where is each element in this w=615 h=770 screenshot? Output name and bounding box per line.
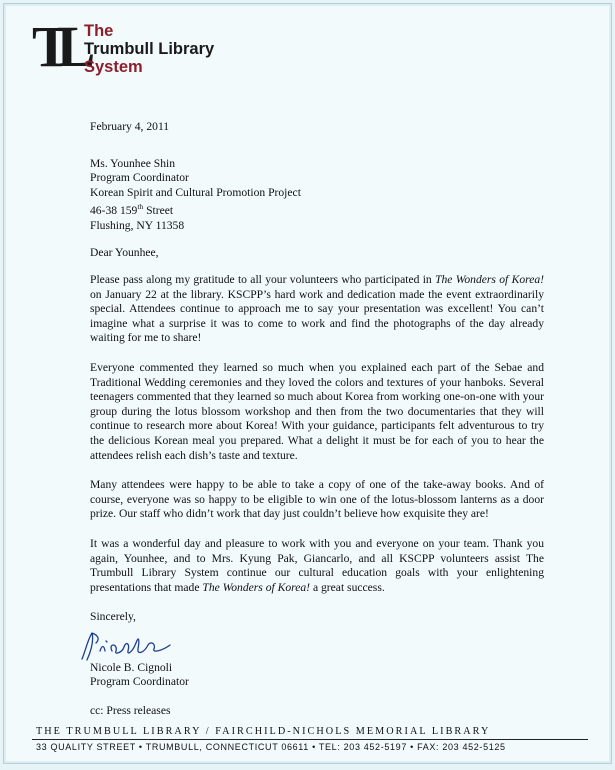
closing: Sincerely, xyxy=(90,610,136,624)
recipient-title: Program Coordinator xyxy=(90,171,189,185)
recipient-organization: Korean Spirit and Cultural Promotion Project xyxy=(90,185,301,199)
paragraph-4-text-a: It was a wonderful day and pleasure to work with you and everyone on your team. Thank you again, Younhee, and to Mrs. Kyung Pak, Giancarlo, and all KSCPP volunteers assist The Trumbull Library System continue our cultural education goals with your enlightening presentations that made xyxy=(90,536,544,594)
paragraph-4 xyxy=(90,537,544,595)
street-number: 46-38 159 xyxy=(90,204,138,218)
recipient-street xyxy=(90,200,544,218)
library-logo xyxy=(32,14,272,80)
paragraph-1-text-b: on January 22 at the library. KSCPP’s hard work and dedication made the event extraordinarily special. Attendees continue to approach me to say your presentation was excellent! You can’t imagine what a surprise it was to come to work and find the photographs of the day already waiting for me to share! xyxy=(90,287,544,345)
signer-title: Program Coordinator xyxy=(90,675,189,689)
logo-wordmark xyxy=(84,22,214,76)
paragraph-2: Everyone commented they learned so much when you explained each part of the Sebae and Traditional Wedding ceremonies and they loved the colors and textures of your hanboks. Several teenagers commented that they learned so much about Korea from working one-on-one with your group during the lotus blossom workshop and then from the two documentaries that they will continue to research more about Korea! With your guidance, participants felt adventurous to try the delicious Korean meal you prepared. What a delight it must be for each of you to hear the attendees relish each dish’s taste and texture. xyxy=(90,360,544,462)
paragraph-4-text-b: a great success. xyxy=(310,580,385,594)
handwritten-signature xyxy=(78,629,544,661)
event-title: The Wonders of Korea! xyxy=(435,273,544,287)
footer-library-names: THE TRUMBULL LIBRARY / FAIRCHILD-NICHOLS MEMORIAL LIBRARY xyxy=(36,726,491,737)
signer-block xyxy=(90,661,544,690)
logo-monogram: TL xyxy=(32,14,82,79)
paragraph-3: Many attendees were happy to be able to take a copy of one of the take-away books. And of course, everyone was so happy to be eligible to win one of the lotus-blossom lanterns as a door prize. Our staff who didn’t work that day just couldn’t believe how exquisite they are! xyxy=(90,478,544,521)
recipient-address xyxy=(90,157,544,234)
footer-contact: 33 QUALITY STREET • TRUMBULL, CONNECTICUT 06611 • TEL: 203 452-5197 • FAX: 203 452-5125 xyxy=(36,742,506,752)
paragraph-1 xyxy=(90,273,544,346)
footer-divider xyxy=(32,739,588,740)
logo-line-the: The xyxy=(84,22,114,40)
signer-name: Nicole B. Cignoli xyxy=(90,660,173,674)
event-title: The Wonders of Korea! xyxy=(202,580,311,594)
cc-line: cc: Press releases xyxy=(90,704,171,718)
signature-icon xyxy=(78,629,198,663)
paragraph-1-text-a: Please pass along my gratitude to all your volunteers who participated in xyxy=(90,273,436,287)
salutation: Dear Younhee, xyxy=(90,246,159,260)
letter-body xyxy=(90,120,544,719)
street-ordinal: th xyxy=(137,202,144,212)
street-name: Street xyxy=(143,204,174,218)
recipient-city: Flushing, NY 11358 xyxy=(90,218,185,232)
letter-date: February 4, 2011 xyxy=(90,120,170,133)
letter-page xyxy=(3,3,612,764)
logo-line-trumbull: Trumbull Library xyxy=(84,40,215,58)
recipient-name: Ms. Younhee Shin xyxy=(90,156,176,170)
logo-line-system: System xyxy=(84,58,143,76)
